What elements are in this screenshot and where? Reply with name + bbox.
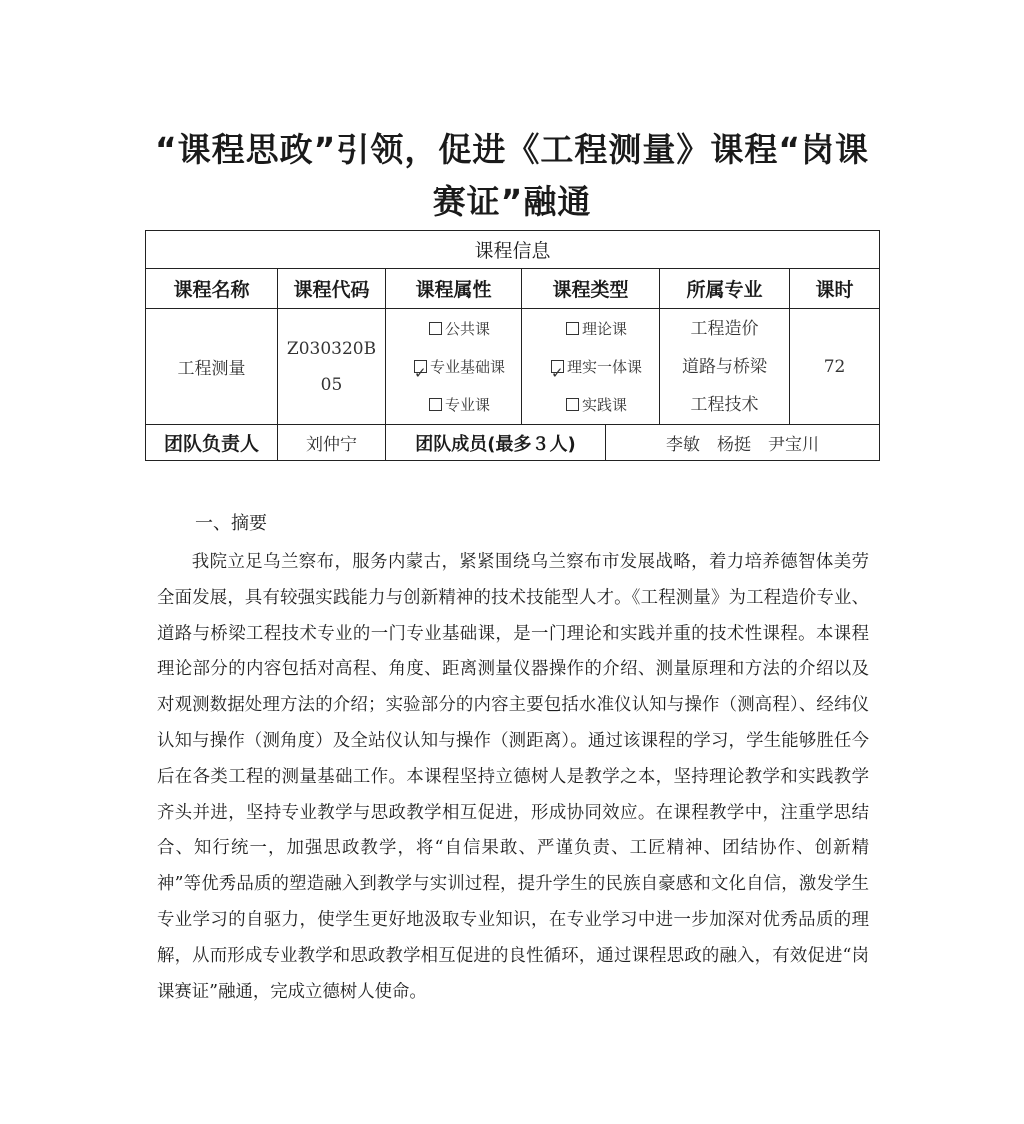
course-name-value: 工程测量	[146, 309, 278, 425]
type-option-practice: 实践课	[534, 386, 659, 424]
checkbox-unchecked-icon	[429, 398, 442, 411]
header-hours: 课时	[790, 269, 880, 309]
attribute-option-professional-basic: ✓专业基础课	[398, 348, 521, 386]
section-heading: 一、摘要	[195, 513, 267, 534]
major-line: 工程技术	[690, 394, 759, 415]
header-major: 所属专业	[660, 269, 790, 309]
header-course-name: 课程名称	[146, 269, 278, 309]
major-value	[660, 309, 790, 425]
type-option-theory: 理论课	[534, 310, 659, 348]
hours-value: 72	[790, 309, 880, 425]
course-info-table	[145, 230, 880, 461]
abstract-paragraph: 我院立足乌兰察布，服务内蒙古，紧紧围绕乌兰察布市发展战略，着力培养德智体美劳全面发展，具有较强实践能力与创新精神的技术技能型人才。《工程测量》为工程造价专业、道路与桥梁工程技术专业的一门专业基础课，是一门理论和实践并重的技术性课程。本课程理论部分的内容包括对高程、角度、距离测量仪器操作的介绍、测量原理和方法的介绍以及对观测数据处理方法的介绍；实验部分的内容主要包括水准仪认知与操作（测高程）、经纬仪认知与操作（测角度）及全站仪认知与操作（测距离）。通过该课程的学习，学生能够胜任今后在各类工程的测量基础工作。本课程坚持立德树人是教学之本，坚持理论教学和实践教学齐头并进，坚持专业教学与思政教学相互促进，形成协同效应。在课程教学中，注重学思结合、知行统一，加强思政教学，将“自信果敢、严谨负责、工匠精神、团结协作、创新精神”等优秀品质的塑造融入到教学与实训过程，提升学生的民族自豪感和文化自信，激发学生专业学习的自驱力，使学生更好地汲取专业知识，在专业学习中进一步加深对优秀品质的理解，从而形成专业教学和思政教学相互促进的良性循环，通过课程思政的融入，有效促进“岗课赛证”融通，完成立德树人使命。	[157, 552, 869, 1002]
course-code-value: Z030320B05	[278, 309, 386, 425]
table-caption: 课程信息	[146, 231, 880, 269]
major-line: 工程造价	[690, 318, 759, 339]
course-attribute-options	[386, 309, 522, 425]
checkbox-checked-icon	[414, 360, 427, 373]
checkbox-checked-icon	[551, 360, 564, 373]
major-line: 道路与桥梁	[682, 356, 767, 377]
team-leader-label: 团队负责人	[146, 425, 278, 461]
type-option-integrated: ✓理实一体课	[534, 348, 659, 386]
checkbox-unchecked-icon	[566, 322, 579, 335]
course-type-options	[522, 309, 660, 425]
team-members-value: 李敏 杨挺 尹宝川	[606, 425, 880, 461]
attribute-option-public: 公共课	[398, 310, 521, 348]
team-members-label: 团队成员(最多３人)	[386, 425, 606, 461]
header-course-type: 课程类型	[522, 269, 660, 309]
attribute-option-professional: 专业课	[398, 386, 521, 424]
team-leader-name: 刘仲宁	[278, 425, 386, 461]
checkbox-unchecked-icon	[429, 322, 442, 335]
header-course-attribute: 课程属性	[386, 269, 522, 309]
document-title: “课程思政”引领，促进《工程测量》课程“岗课赛证”融通	[154, 130, 870, 221]
checkbox-unchecked-icon	[566, 398, 579, 411]
header-course-code: 课程代码	[278, 269, 386, 309]
